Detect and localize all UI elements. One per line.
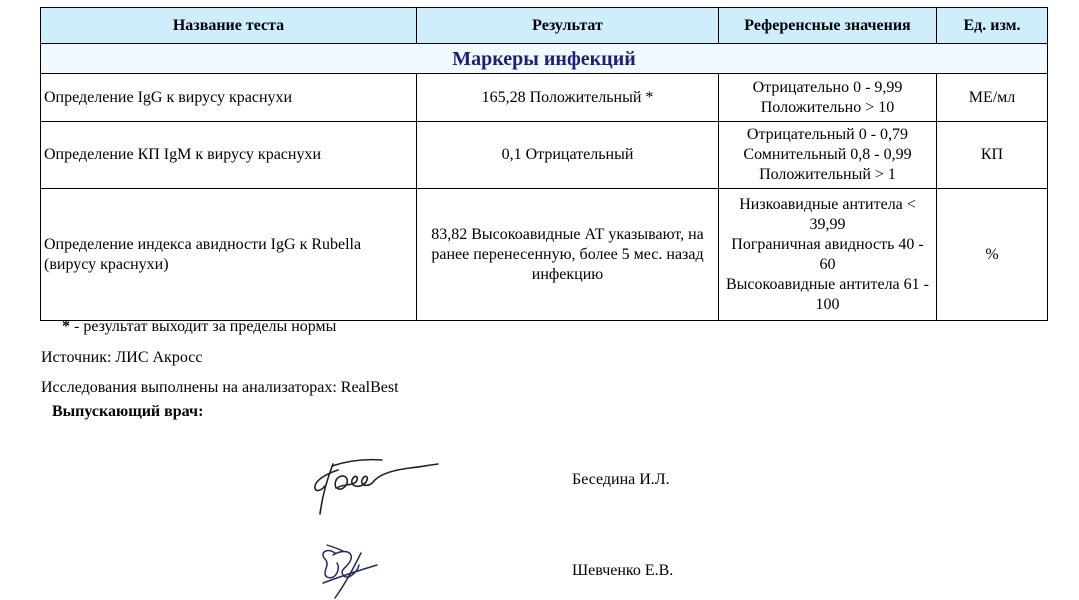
analyzers-line: Исследования выполнены на анализаторах: RealBest bbox=[41, 379, 399, 396]
note-text: - результат выходит за пределы нормы bbox=[70, 318, 337, 335]
section-row bbox=[41, 44, 1048, 74]
test-result-cell: 83,82 Высокоавидные АТ указывают, на ранее перенесенную, более 5 мес. назад инфекцию bbox=[417, 189, 719, 321]
reference-line: Положительно > 10 bbox=[760, 98, 895, 116]
table-row bbox=[41, 122, 1048, 189]
results-table bbox=[40, 7, 1048, 321]
test-reference-cell bbox=[719, 74, 937, 122]
note-asterisk: * bbox=[62, 318, 70, 335]
reference-line: Пограничная авидность 40 - 60 bbox=[731, 235, 924, 273]
test-name-cell: Определение IgG к вирусу краснухи bbox=[41, 74, 417, 122]
test-result-cell: 165,28 Положительный * bbox=[417, 74, 719, 122]
table-row bbox=[41, 74, 1048, 122]
section-title: Маркеры инфекций bbox=[41, 44, 1048, 74]
test-unit-cell: % bbox=[937, 189, 1048, 321]
header-row bbox=[41, 8, 1048, 44]
reference-line: Высокоавидные антитела 61 - 100 bbox=[726, 275, 929, 313]
header-test-name: Название теста bbox=[41, 8, 417, 44]
test-reference-cell bbox=[719, 189, 937, 321]
header-result: Результат bbox=[417, 8, 719, 44]
out-of-range-note bbox=[62, 318, 336, 336]
table-row bbox=[41, 189, 1048, 321]
signature-icon bbox=[313, 543, 379, 600]
header-reference: Референсные значения bbox=[719, 8, 937, 44]
test-unit-cell: КП bbox=[937, 122, 1048, 189]
test-result-cell: 0,1 Отрицательный bbox=[417, 122, 719, 189]
reference-line: Низкоавидные антитела < 39,99 bbox=[739, 195, 916, 233]
source-line: Источник: ЛИС Акросс bbox=[41, 349, 203, 366]
doctor-name: Шевченко Е.В. bbox=[572, 562, 674, 579]
reference-line: Положительный > 1 bbox=[759, 166, 896, 183]
test-name-cell: Определение КП IgM к вирусу краснухи bbox=[41, 122, 417, 189]
issuing-doctor-label: Выпускающий врач: bbox=[52, 403, 204, 420]
header-unit: Ед. изм. bbox=[937, 8, 1048, 44]
test-unit-cell: МЕ/мл bbox=[937, 74, 1048, 122]
doctor-name: Беседина И.Л. bbox=[572, 471, 670, 488]
test-reference-cell bbox=[719, 122, 937, 189]
reference-line: Отрицательно 0 - 9,99 bbox=[752, 78, 903, 96]
test-name-cell: Определение индекса авидности IgG к Rubella (вирусу краснухи) bbox=[41, 189, 417, 321]
signature-icon bbox=[310, 452, 440, 517]
reference-line: Отрицательный 0 - 0,79 bbox=[746, 126, 909, 143]
reference-line: Сомнительный 0,8 - 0,99 bbox=[743, 146, 912, 163]
